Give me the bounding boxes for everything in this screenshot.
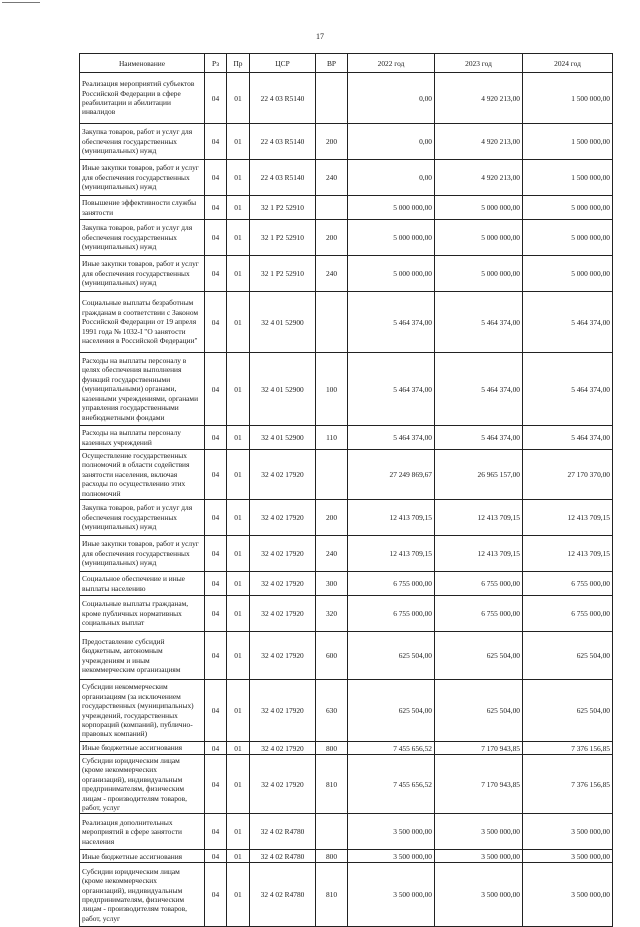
row-name: Осуществление государственных полномочий в области содействия занятости населения, включая расходы по осуществлению этих полномочий <box>80 450 205 500</box>
row-value-2024: 5 000 000,00 <box>523 196 613 220</box>
row-value-2024: 5 000 000,00 <box>523 220 613 256</box>
row-value-2023: 7 170 943,85 <box>435 742 523 755</box>
row-vr <box>316 292 348 353</box>
row-csr: 32 4 02 17920 <box>250 632 316 680</box>
row-value-2023: 6 755 000,00 <box>435 572 523 596</box>
row-value-2024: 5 464 374,00 <box>523 353 613 426</box>
row-vr: 630 <box>316 680 348 742</box>
row-name: Иные бюджетные ассигнования <box>80 850 205 863</box>
row-pr: 01 <box>227 73 250 124</box>
row-value-2022: 5 000 000,00 <box>348 256 435 292</box>
row-value-2023: 5 000 000,00 <box>435 256 523 292</box>
row-value-2022: 5 464 374,00 <box>348 353 435 426</box>
row-rz: 04 <box>205 755 227 814</box>
row-csr: 22 4 03 R5140 <box>250 160 316 196</box>
row-value-2022: 3 500 000,00 <box>348 863 435 927</box>
row-value-2022: 625 504,00 <box>348 680 435 742</box>
row-pr: 01 <box>227 220 250 256</box>
row-name: Расходы на выплаты персоналу казенных учреждений <box>80 426 205 450</box>
row-vr: 600 <box>316 632 348 680</box>
row-rz: 04 <box>205 124 227 160</box>
row-rz: 04 <box>205 196 227 220</box>
row-value-2024: 1 500 000,00 <box>523 160 613 196</box>
row-vr: 200 <box>316 124 348 160</box>
row-name: Социальное обеспечение и иные выплаты населению <box>80 572 205 596</box>
row-pr: 01 <box>227 256 250 292</box>
row-name: Повышение эффективности службы занятости <box>80 196 205 220</box>
row-value-2022: 0,00 <box>348 73 435 124</box>
row-csr: 32 4 02 R4780 <box>250 850 316 863</box>
row-value-2022: 12 413 709,15 <box>348 536 435 572</box>
row-pr: 01 <box>227 814 250 850</box>
table-row <box>80 596 613 632</box>
row-csr: 32 1 P2 52910 <box>250 256 316 292</box>
table-row <box>80 680 613 742</box>
row-value-2024: 12 413 709,15 <box>523 536 613 572</box>
row-rz: 04 <box>205 863 227 927</box>
row-value-2022: 5 000 000,00 <box>348 196 435 220</box>
row-pr: 01 <box>227 596 250 632</box>
row-value-2023: 12 413 709,15 <box>435 500 523 536</box>
row-value-2024: 3 500 000,00 <box>523 814 613 850</box>
table-row <box>80 196 613 220</box>
row-pr: 01 <box>227 353 250 426</box>
row-value-2024: 7 376 156,85 <box>523 755 613 814</box>
row-name: Социальные выплаты безработным гражданам в соответствии с Законом Российской Федерации от 19 апреля 1991 года № 1032-I "О занятости населения в Российской Федерации" <box>80 292 205 353</box>
row-csr: 32 4 02 R4780 <box>250 863 316 927</box>
row-rz: 04 <box>205 426 227 450</box>
row-rz: 04 <box>205 814 227 850</box>
column-header-rz: Рз <box>205 54 227 73</box>
row-pr: 01 <box>227 680 250 742</box>
row-rz: 04 <box>205 596 227 632</box>
row-value-2022: 5 464 374,00 <box>348 292 435 353</box>
row-name: Социальные выплаты гражданам, кроме публичных нормативных социальных выплат <box>80 596 205 632</box>
row-value-2022: 5 464 374,00 <box>348 426 435 450</box>
row-name: Закупка товаров, работ и услуг для обеспечения государственных (муниципальных) нужд <box>80 124 205 160</box>
table-row <box>80 353 613 426</box>
row-pr: 01 <box>227 124 250 160</box>
row-vr <box>316 814 348 850</box>
row-value-2024: 5 464 374,00 <box>523 426 613 450</box>
row-value-2022: 6 755 000,00 <box>348 572 435 596</box>
row-pr: 01 <box>227 863 250 927</box>
row-pr: 01 <box>227 850 250 863</box>
table-row <box>80 755 613 814</box>
row-rz: 04 <box>205 450 227 500</box>
row-rz: 04 <box>205 292 227 353</box>
row-vr: 320 <box>316 596 348 632</box>
row-vr: 800 <box>316 742 348 755</box>
row-value-2022: 5 000 000,00 <box>348 220 435 256</box>
row-value-2024: 12 413 709,15 <box>523 500 613 536</box>
row-rz: 04 <box>205 632 227 680</box>
page-number: 17 <box>316 32 324 41</box>
table-row <box>80 863 613 927</box>
column-header-pr: Пр <box>227 54 250 73</box>
row-name: Предоставление субсидий бюджетным, автономным учреждениям и иным некоммерческим организациям <box>80 632 205 680</box>
row-value-2024: 5 464 374,00 <box>523 292 613 353</box>
row-name: Субсидии некоммерческим организациям (за исключением государственных (муниципальных) учреждений, государственных корпораций (компаний), публично-правовых компаний) <box>80 680 205 742</box>
column-header-csr: ЦСР <box>250 54 316 73</box>
row-csr: 32 4 02 17920 <box>250 536 316 572</box>
table-row <box>80 632 613 680</box>
row-vr: 110 <box>316 426 348 450</box>
column-header-vr: ВР <box>316 54 348 73</box>
row-value-2023: 3 500 000,00 <box>435 814 523 850</box>
table-row <box>80 450 613 500</box>
table-row <box>80 572 613 596</box>
row-csr: 32 4 02 17920 <box>250 755 316 814</box>
row-name: Реализация мероприятий субъектов Российской Федерации в сфере реабилитации и абилитации инвалидов <box>80 73 205 124</box>
row-value-2024: 3 500 000,00 <box>523 850 613 863</box>
table-row <box>80 73 613 124</box>
budget-table <box>79 53 613 927</box>
row-vr: 240 <box>316 536 348 572</box>
table-row <box>80 850 613 863</box>
row-value-2024: 6 755 000,00 <box>523 572 613 596</box>
table-row <box>80 220 613 256</box>
table-row <box>80 292 613 353</box>
row-value-2024: 1 500 000,00 <box>523 124 613 160</box>
row-vr: 200 <box>316 500 348 536</box>
row-value-2024: 625 504,00 <box>523 632 613 680</box>
row-value-2022: 12 413 709,15 <box>348 500 435 536</box>
row-vr: 810 <box>316 755 348 814</box>
row-value-2024: 1 500 000,00 <box>523 73 613 124</box>
row-value-2023: 6 755 000,00 <box>435 596 523 632</box>
row-value-2023: 5 000 000,00 <box>435 196 523 220</box>
row-value-2024: 5 000 000,00 <box>523 256 613 292</box>
scan-corner-mark <box>2 2 40 9</box>
row-rz: 04 <box>205 256 227 292</box>
row-vr: 810 <box>316 863 348 927</box>
row-pr: 01 <box>227 160 250 196</box>
row-vr: 100 <box>316 353 348 426</box>
row-name: Иные закупки товаров, работ и услуг для обеспечения государственных (муниципальных) нужд <box>80 536 205 572</box>
row-value-2022: 6 755 000,00 <box>348 596 435 632</box>
row-value-2022: 625 504,00 <box>348 632 435 680</box>
row-value-2023: 5 464 374,00 <box>435 353 523 426</box>
row-value-2023: 26 965 157,00 <box>435 450 523 500</box>
row-csr: 32 4 01 52900 <box>250 292 316 353</box>
row-rz: 04 <box>205 742 227 755</box>
column-header-2023: 2023 год <box>435 54 523 73</box>
row-value-2023: 625 504,00 <box>435 632 523 680</box>
row-rz: 04 <box>205 160 227 196</box>
row-vr <box>316 450 348 500</box>
row-name: Субсидии юридическим лицам (кроме некоммерческих организаций), индивидуальным предпринимателям, физическим лицам - производителям товаров, работ, услуг <box>80 863 205 927</box>
row-pr: 01 <box>227 755 250 814</box>
row-name: Закупка товаров, работ и услуг для обеспечения государственных (муниципальных) нужд <box>80 500 205 536</box>
row-pr: 01 <box>227 292 250 353</box>
row-csr: 32 4 01 52900 <box>250 353 316 426</box>
table-row <box>80 160 613 196</box>
row-pr: 01 <box>227 500 250 536</box>
row-pr: 01 <box>227 632 250 680</box>
row-value-2023: 5 000 000,00 <box>435 220 523 256</box>
table-row <box>80 742 613 755</box>
table-row <box>80 536 613 572</box>
row-value-2022: 3 500 000,00 <box>348 850 435 863</box>
row-value-2023: 5 464 374,00 <box>435 426 523 450</box>
row-vr <box>316 196 348 220</box>
table-row <box>80 814 613 850</box>
row-csr: 32 1 P2 52910 <box>250 196 316 220</box>
row-pr: 01 <box>227 572 250 596</box>
row-pr: 01 <box>227 742 250 755</box>
row-value-2023: 3 500 000,00 <box>435 850 523 863</box>
row-value-2024: 3 500 000,00 <box>523 863 613 927</box>
row-vr: 200 <box>316 220 348 256</box>
row-value-2024: 27 170 370,00 <box>523 450 613 500</box>
row-value-2022: 3 500 000,00 <box>348 814 435 850</box>
row-value-2023: 4 920 213,00 <box>435 124 523 160</box>
table-row <box>80 256 613 292</box>
row-csr: 32 4 02 17920 <box>250 500 316 536</box>
row-rz: 04 <box>205 680 227 742</box>
row-csr: 32 4 02 17920 <box>250 742 316 755</box>
table-row <box>80 124 613 160</box>
row-name: Реализация дополнительных мероприятий в сфере занятости населения <box>80 814 205 850</box>
row-csr: 22 4 03 R5140 <box>250 124 316 160</box>
row-value-2023: 4 920 213,00 <box>435 160 523 196</box>
table-header <box>80 54 613 73</box>
row-value-2022: 7 455 656,52 <box>348 742 435 755</box>
row-name: Закупка товаров, работ и услуг для обеспечения государственных (муниципальных) нужд <box>80 220 205 256</box>
row-rz: 04 <box>205 220 227 256</box>
row-value-2023: 5 464 374,00 <box>435 292 523 353</box>
table-row <box>80 426 613 450</box>
row-rz: 04 <box>205 536 227 572</box>
row-value-2023: 4 920 213,00 <box>435 73 523 124</box>
row-csr: 22 4 03 R5140 <box>250 73 316 124</box>
row-pr: 01 <box>227 450 250 500</box>
column-header-2024: 2024 год <box>523 54 613 73</box>
row-rz: 04 <box>205 353 227 426</box>
row-name: Иные закупки товаров, работ и услуг для обеспечения государственных (муниципальных) нужд <box>80 256 205 292</box>
column-header-2022: 2022 год <box>348 54 435 73</box>
column-header-name: Наименование <box>80 54 205 73</box>
row-vr: 800 <box>316 850 348 863</box>
row-csr: 32 4 02 17920 <box>250 596 316 632</box>
row-name: Иные бюджетные ассигнования <box>80 742 205 755</box>
row-rz: 04 <box>205 572 227 596</box>
row-csr: 32 4 02 17920 <box>250 680 316 742</box>
row-value-2022: 27 249 869,67 <box>348 450 435 500</box>
row-pr: 01 <box>227 196 250 220</box>
row-csr: 32 4 02 R4780 <box>250 814 316 850</box>
row-name: Субсидии юридическим лицам (кроме некоммерческих организаций), индивидуальным предпринимателям, физическим лицам - производителям товаров, работ, услуг <box>80 755 205 814</box>
row-pr: 01 <box>227 426 250 450</box>
row-value-2023: 625 504,00 <box>435 680 523 742</box>
table-row <box>80 500 613 536</box>
row-value-2024: 625 504,00 <box>523 680 613 742</box>
row-value-2022: 0,00 <box>348 160 435 196</box>
row-value-2023: 7 170 943,85 <box>435 755 523 814</box>
row-csr: 32 4 02 17920 <box>250 572 316 596</box>
row-rz: 04 <box>205 73 227 124</box>
row-csr: 32 1 P2 52910 <box>250 220 316 256</box>
row-pr: 01 <box>227 536 250 572</box>
row-value-2022: 0,00 <box>348 124 435 160</box>
row-value-2023: 12 413 709,15 <box>435 536 523 572</box>
row-name: Расходы на выплаты персоналу в целях обеспечения выполнения функций государственными (муниципальными) органами, казенными учреждениями, органами управления государственными внебюджетными фондами <box>80 353 205 426</box>
row-value-2022: 7 455 656,52 <box>348 755 435 814</box>
row-vr: 240 <box>316 160 348 196</box>
row-name: Иные закупки товаров, работ и услуг для обеспечения государственных (муниципальных) нужд <box>80 160 205 196</box>
row-vr <box>316 73 348 124</box>
row-value-2024: 7 376 156,85 <box>523 742 613 755</box>
row-vr: 240 <box>316 256 348 292</box>
row-csr: 32 4 01 52900 <box>250 426 316 450</box>
row-vr: 300 <box>316 572 348 596</box>
row-value-2023: 3 500 000,00 <box>435 863 523 927</box>
row-rz: 04 <box>205 850 227 863</box>
row-csr: 32 4 02 17920 <box>250 450 316 500</box>
row-rz: 04 <box>205 500 227 536</box>
row-value-2024: 6 755 000,00 <box>523 596 613 632</box>
